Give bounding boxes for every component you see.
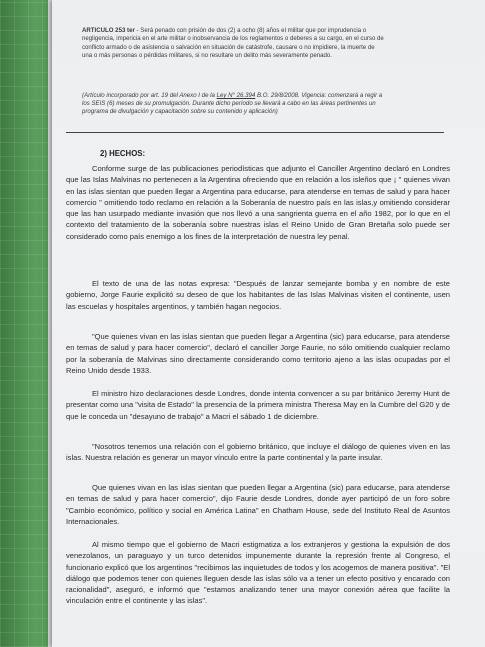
paragraph-text: "Nosotros tenemos una relación con el gobierno británico, que incluye el diálogo de quienes viven en las islas. Nuestra relación es generar un mayor vínculo entre la parte continental y la parte insular. xyxy=(66,442,450,463)
paragraph-text: El ministro hizo declaraciones desde Londres, donde intenta convencer a su par británico Jeremy Hunt de presentar como una "visita de Estado" la presencia de la primera ministra Theresa May en la Cumbre del G20 y de que le conceda un "desayuno de trabajo" a Macri el sábado 1 de diciembre. xyxy=(66,389,450,421)
paragraph-6 xyxy=(66,482,450,527)
paragraph-text: "Que quienes vivan en las islas sientan que pueden llegar a Argentina (sic) para educarse, para atenderse en temas de salud y para hacer comercio", declaró el canciller Jorge Faurie, no sólo omitiendo cualquier reclamo por la soberanía de Malvinas sino directamente considerando como territorio ajeno a las islas ocupadas por el Reino Unido desde 1933. xyxy=(66,332,450,375)
article-citation xyxy=(82,27,384,60)
paragraph-text: Al mismo tiempo que el gobierno de Macri estigmatiza a los extranjeros y gestiona la expulsión de dos venezolanos, un paraguayo y un turco detenidos impunemente durante la represión frente al Congreso, el funcionario explicó que los argentinos "recibimos las inquietudes de todos y los acogemos de manera positiva". "El diálogo que podemos tener con quienes lleguen desde las islas sólo va a tener un efecto positivo y encarado con racionalidad", aseguró, e informó que "estamos analizando tener una mayor conexión aérea que facilite la vinculación entre el continente y las islas". xyxy=(66,540,450,606)
article-number: ARTICULO 253 ter xyxy=(82,27,135,34)
paragraph-text: Que quienes vivan en las islas sientan que pueden llegar a Argentina (sic) para educarse, para atenderse en temas de salud y para hacer comercio", dijo Faurie desde Londres, donde ayer participó de un foro sobre "Cambio económico, político y social en América Latina" en Chatham House, sede del Instituto Real de Asuntos Internacionales. xyxy=(66,483,450,526)
paragraph-text: Conforme surge de las publicaciones periodísticas que adjunto el Canciller Argentino declaró en Londres que las Islas Malvinas no pertenecen a la Argentina ofreciendo que en relación a los isleños que ¡ " quienes vivan en las islas sientan que pueden llegar a Argentina para educarse, para atenderse en temas de salud y para hacer comercio " omitiendo todo reclamo en relación a la Soberanía de nuestro país en las islas,y omitiendo considerar que las han usurpado mediante invasión que nos llevó a una sangrienta guerra en el año 1982, por lo que en el contexto del tratamiento de la soberanía sobre nuestras islas el Reino Unido de Gran Bretaña solo puede ser considerado como país enemigo a los fines de la interpretación de nuestra ley penal. xyxy=(66,164,450,241)
paragraph-1 xyxy=(66,163,450,242)
law-reference: Ley N° 26.394 xyxy=(216,92,256,99)
article-note xyxy=(82,92,387,117)
note-prefix: (Artículo incorporado por art. 19 del Anexo I de la xyxy=(82,92,217,99)
section-heading: 2) HECHOS: xyxy=(100,149,146,158)
paragraph-2 xyxy=(66,278,450,312)
paragraph-5 xyxy=(66,441,450,464)
note-suffix: B.O. 29/8/2008. Vigencia: comenzará a regir a los SEIS (6) meses de su promulgación. Durante dicho período se llevará a cabo en las áreas pertinentes un programa de divulgación y capacitación sobre su contenido y aplicación) xyxy=(82,92,383,116)
paragraph-4 xyxy=(66,388,450,422)
section-divider xyxy=(66,132,444,133)
article-text: - Será penado con prisión de dos (2) a ocho (8) años el militar que por imprudencia o negligencia, impericia en el arte militar o inobservancia de los reglamentos o deberes a su cargo, en el curso de conflicto armado o de asistencia o salvación en situación de catástrofe, causare o no impidiere, la muerte de una o más personas o pérdidas militares, si no resultare un delito más severamente penado. xyxy=(82,27,384,59)
paragraph-3 xyxy=(66,331,450,376)
paragraph-text: El texto de una de las notas expresa: "Después de lanzar semejante bomba y en nombre de este gobierno, Jorge Faurie explicitó su deseo de que los habitantes de las Islas Malvinas visiten el continente, usen las escuelas y hospitales argentinos, y también hagan negocios. xyxy=(66,279,450,311)
paragraph-7 xyxy=(66,539,450,607)
